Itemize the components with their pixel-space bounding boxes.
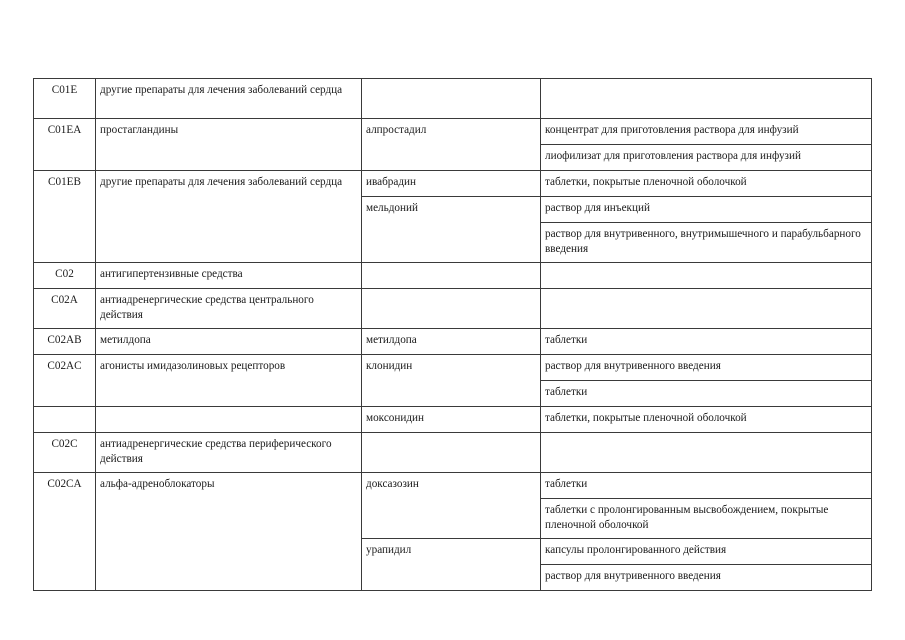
substance-cell: метилдопа [362,329,541,355]
atc-group-cell: антиадренергические средства центрального действия [96,289,362,329]
dosage-form-cell: таблетки [541,381,872,407]
substance-cell: ивабрадин [362,171,541,197]
table-row [34,355,872,381]
table-row [34,171,872,197]
substance-cell: мельдоний [362,197,541,263]
dosage-form-cell: таблетки, покрытые пленочной оболочкой [541,407,872,433]
substance-cell [362,289,541,329]
dosage-form-cell: раствор для инъекций [541,197,872,223]
table-row [34,433,872,473]
atc-group-cell [96,407,362,433]
table-row [34,79,872,119]
dosage-form-cell [541,263,872,289]
atc-group-cell: антигипертензивные средства [96,263,362,289]
substance-cell: моксонидин [362,407,541,433]
table-row [34,289,872,329]
atc-code-cell [34,407,96,433]
table-row [34,329,872,355]
atc-group-cell: антиадренергические средства периферического действия [96,433,362,473]
table-row [34,407,872,433]
dosage-form-cell: концентрат для приготовления раствора для инфузий [541,119,872,145]
dosage-form-cell: капсулы пролонгированного действия [541,539,872,565]
table-row [34,473,872,499]
atc-code-cell: C02AB [34,329,96,355]
atc-group-cell: другие препараты для лечения заболеваний сердца [96,171,362,263]
dosage-form-cell: таблетки с пролонгированным высвобождением, покрытые пленочной оболочкой [541,499,872,539]
atc-code-cell: C02C [34,433,96,473]
atc-group-cell: простагландины [96,119,362,171]
atc-code-cell: C02AC [34,355,96,407]
atc-group-cell: альфа-адреноблокаторы [96,473,362,591]
substance-cell: доксазозин [362,473,541,539]
table-row [34,263,872,289]
dosage-form-cell [541,79,872,119]
atc-code-cell: C01EB [34,171,96,263]
substance-cell [362,433,541,473]
atc-group-cell: агонисты имидазолиновых рецепторов [96,355,362,407]
dosage-form-cell: таблетки [541,473,872,499]
substance-cell: клонидин [362,355,541,407]
substance-cell: алпростадил [362,119,541,171]
dosage-form-cell [541,289,872,329]
dosage-form-cell [541,433,872,473]
drug-classification-table [33,78,872,591]
table-row [34,119,872,145]
substance-cell [362,263,541,289]
atc-code-cell: C01EA [34,119,96,171]
atc-code-cell: C02A [34,289,96,329]
dosage-form-cell: таблетки [541,329,872,355]
substance-cell: урапидил [362,539,541,591]
atc-code-cell: C02 [34,263,96,289]
dosage-form-cell: раствор для внутривенного введения [541,355,872,381]
atc-group-cell: метилдопа [96,329,362,355]
substance-cell [362,79,541,119]
dosage-form-cell: таблетки, покрытые пленочной оболочкой [541,171,872,197]
atc-code-cell: C01E [34,79,96,119]
dosage-form-cell: раствор для внутривенного введения [541,565,872,591]
atc-code-cell: C02CA [34,473,96,591]
dosage-form-cell: раствор для внутривенного, внутримышечного и парабульбарного введения [541,223,872,263]
dosage-form-cell: лиофилизат для приготовления раствора для инфузий [541,145,872,171]
atc-group-cell: другие препараты для лечения заболеваний сердца [96,79,362,119]
